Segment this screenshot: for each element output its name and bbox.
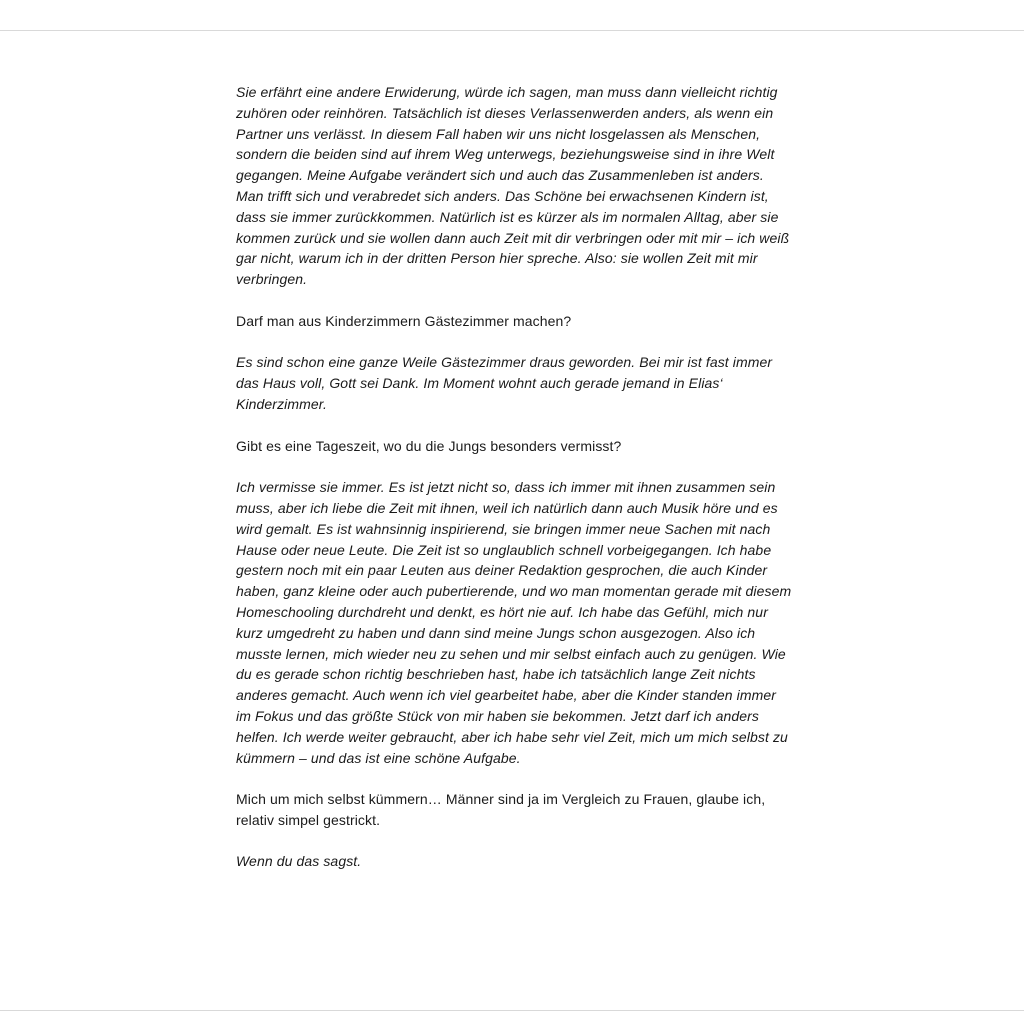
paragraph-answer: Es sind schon eine ganze Weile Gästezimmer draus geworden. Bei mir ist fast immer das Haus voll, Gott sei Dank. Im Moment wohnt auch gerade jemand in Elias‘ Kinderzimmer. [236, 354, 773, 412]
paragraph-question: Gibt es eine Tageszeit, wo du die Jungs besonders vermisst? [236, 437, 622, 454]
page-boundary-top [0, 30, 1024, 31]
document-text-block [236, 82, 792, 893]
paragraph-question: Mich um mich selbst kümmern… Männer sind ja im Vergleich zu Frauen, glaube ich, relativ simpel gestrickt. [236, 791, 766, 828]
paragraph-question: Darf man aus Kinderzimmern Gästezimmer machen? [236, 312, 572, 329]
paragraph-answer: Wenn du das sagst. [236, 853, 362, 870]
paragraph-answer: Ich vermisse sie immer. Es ist jetzt nicht so, dass ich immer mit ihnen zusammen sein muss, aber ich liebe die Zeit mit ihnen, weil ich natürlich dann auch Musik höre und es wird gemalt. Es ist wahnsinnig inspirierend, sie bringen immer neue Sachen mit nach Hause oder neue Leute. Die Zeit ist so unglaublich schnell vorbeigegangen. Ich habe gestern noch mit ein paar Leuten aus deiner Redaktion gesprochen, die auch Kinder haben, ganz kleine oder auch pubertierende, und wo man momentan gerade mit diesem Homeschooling durchdreht und denkt, es hört nie auf. Ich habe das Gefühl, mich nur kurz umgedreht zu haben und dann sind meine Jungs schon ausgezogen. Also ich musste lernen, mich wieder neu zu sehen und mir selbst einfach auch zu genügen. Wie du es gerade schon richtig beschrieben hast, habe ich tatsächlich lange Zeit nichts anderes gemacht. Auch wenn ich viel gearbeitet habe, aber die Kinder standen immer im Fokus und das größte Stück von mir haben sie bekommen. Jetzt darf ich anders helfen. Ich werde weiter gebraucht, aber ich habe sehr viel Zeit, mich um mich selbst zu kümmern – und das ist eine schöne Aufgabe. [236, 479, 792, 766]
page-boundary-bottom [0, 1010, 1024, 1011]
paragraph-answer: Sie erfährt eine andere Erwiderung, würde ich sagen, man muss dann vielleicht richtig zuhören oder reinhören. Tatsächlich ist dieses Verlassenwerden anders, als wenn ein Partner uns verlässt. In diesem Fall haben wir uns nicht losgelassen als Menschen, sondern die beiden sind auf ihrem Weg unterwegs, beziehungsweise sind in ihre Welt gegangen. Meine Aufgabe verändert sich und auch das Zusammenleben ist anders. Man trifft sich und verabredet sich anders. Das Schöne bei erwachsenen Kindern ist, dass sie immer zurückkommen. Natürlich ist es kürzer als im normalen Alltag, aber sie kommen zurück und sie wollen dann auch Zeit mit dir verbringen oder mit mir – ich weiß gar nicht, warum ich in der dritten Person hier spreche. Also: sie wollen Zeit mit mir verbringen. [236, 84, 790, 288]
